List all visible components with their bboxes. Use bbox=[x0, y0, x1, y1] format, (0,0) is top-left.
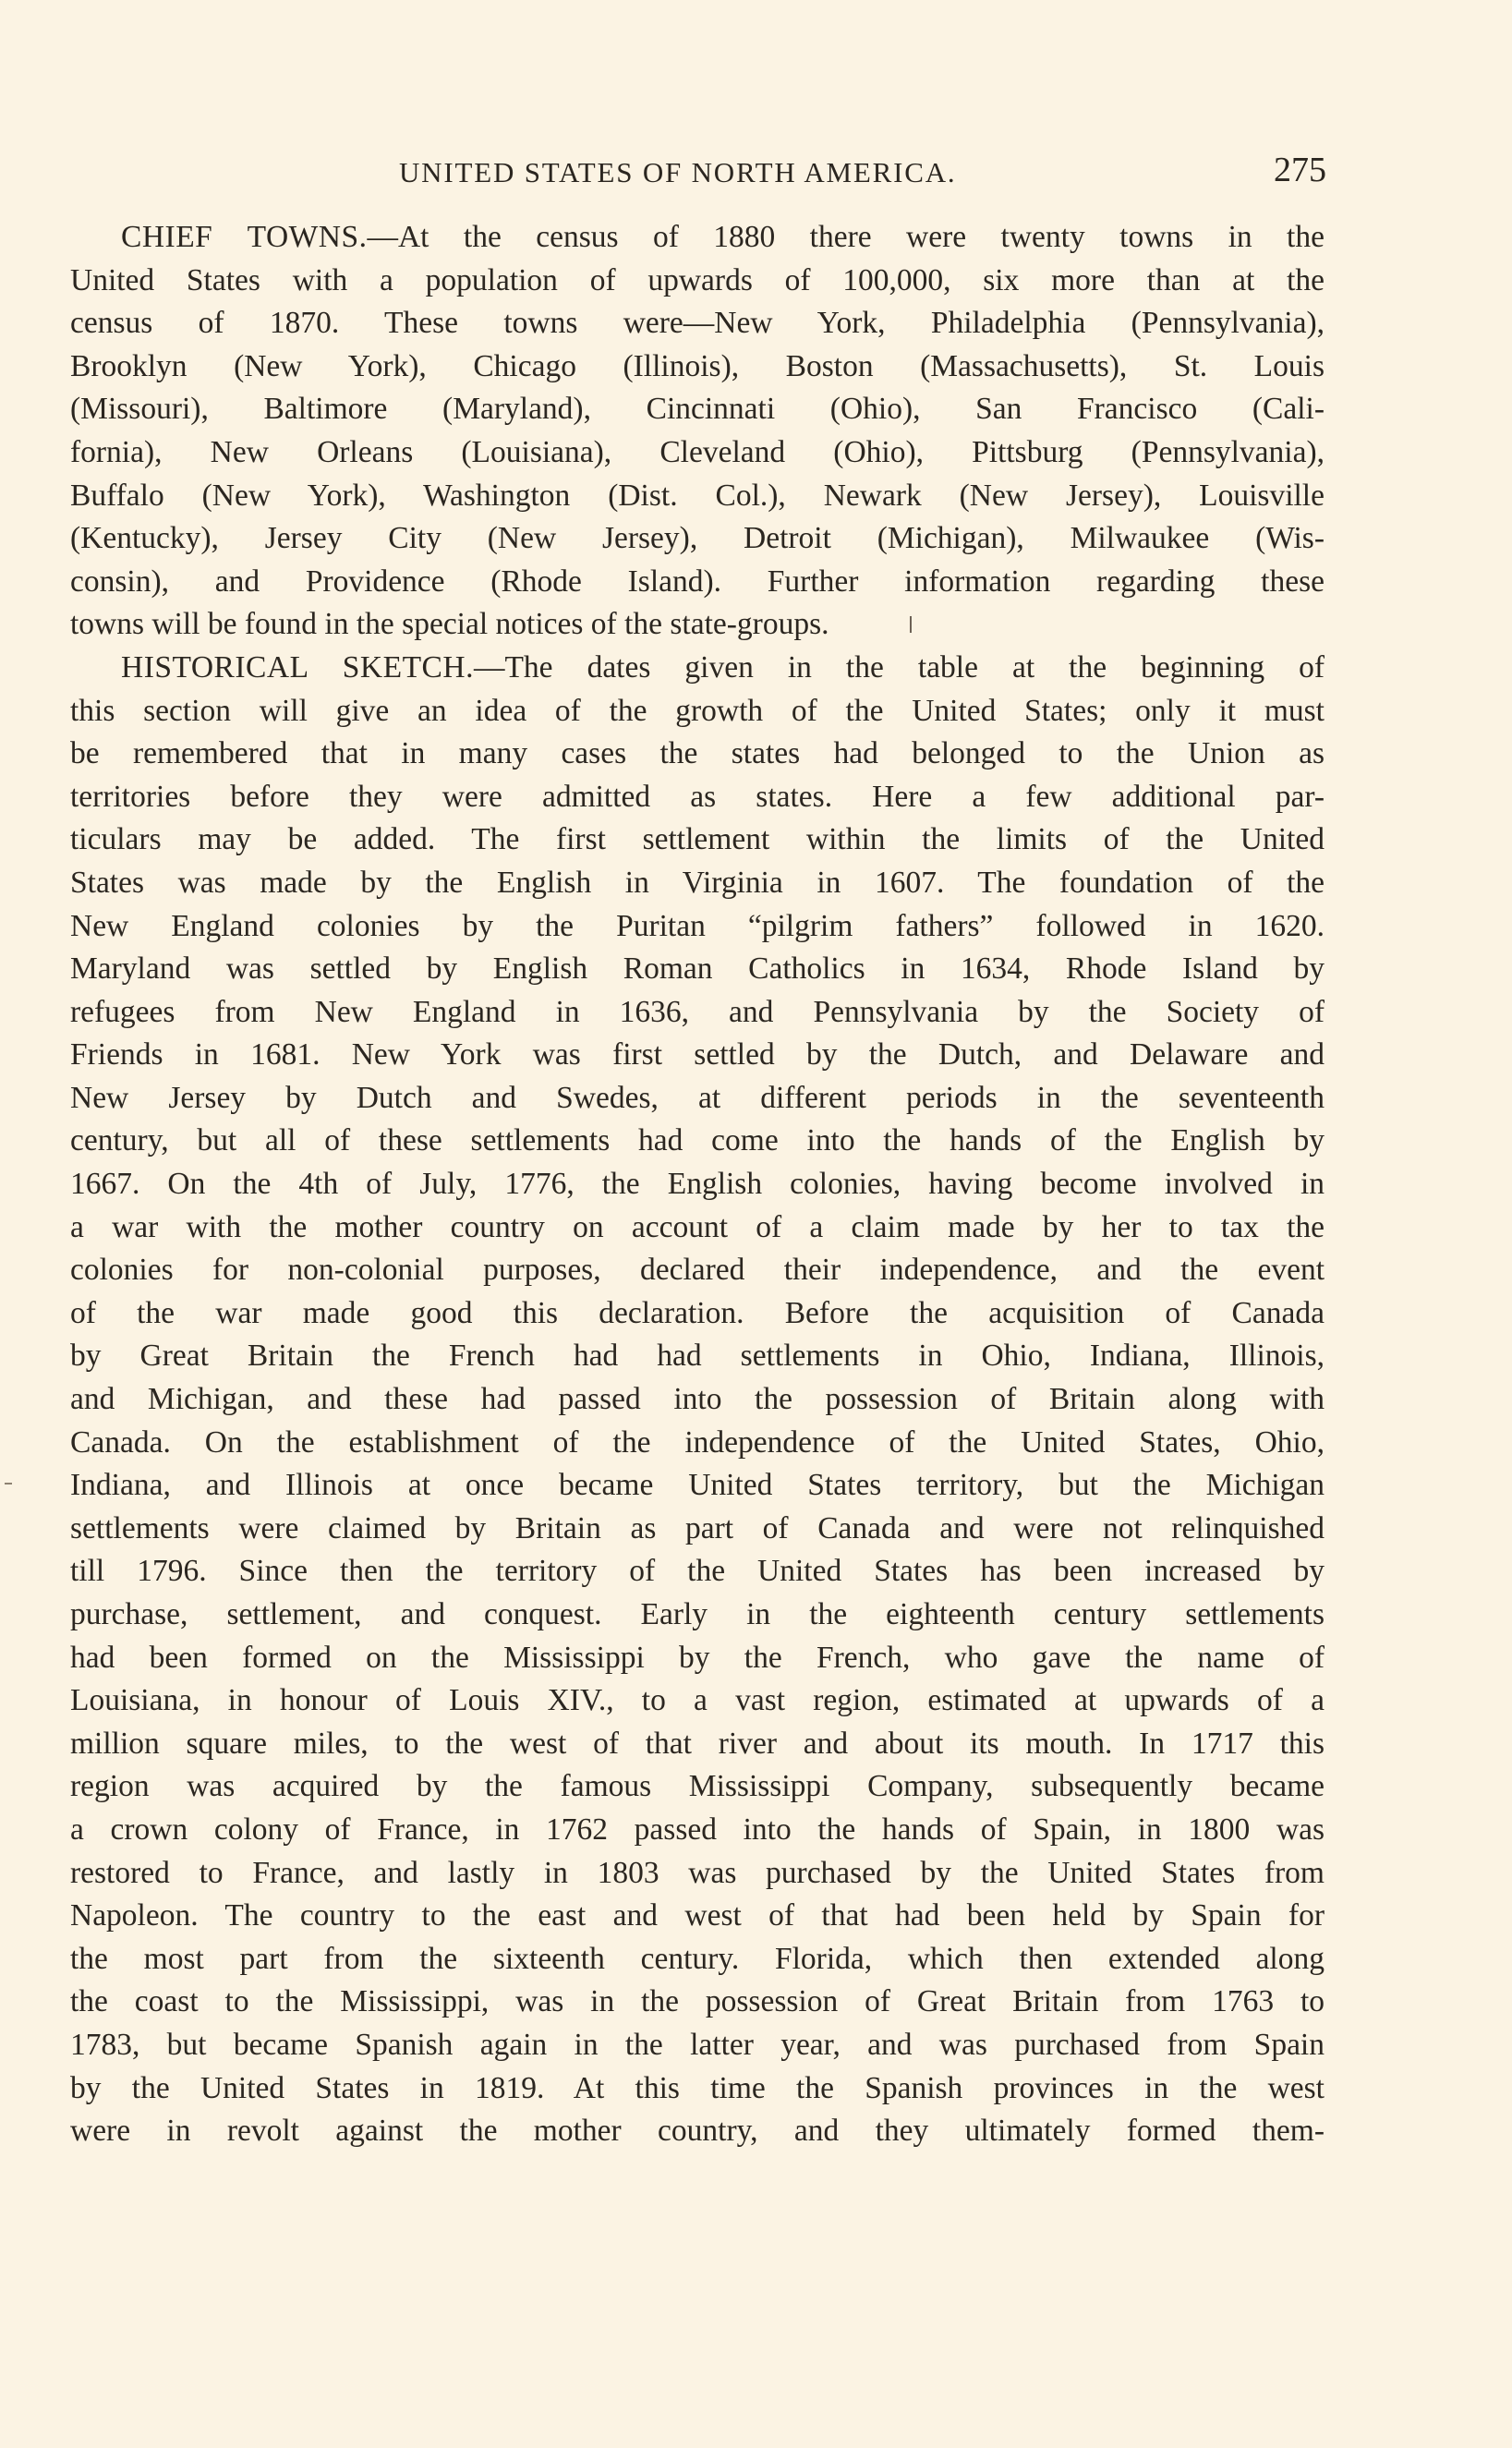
paragraph-line: had been formed on the Mississippi by the French, who gave the name of bbox=[70, 1640, 1325, 1675]
paragraph-line: a crown colony of France, in 1762 passed into the hands of Spain, in 1800 was bbox=[70, 1812, 1325, 1847]
page-number: 275 bbox=[1274, 151, 1326, 189]
paragraph-line: United States with a population of upwards of 100,000, six more than at the bbox=[70, 262, 1325, 297]
paragraph-line: towns will be found in the special notices of the state-groups. bbox=[70, 607, 829, 642]
paragraph-line: till 1796. Since then the territory of the United States has been increased by bbox=[70, 1554, 1325, 1589]
margin-mark bbox=[5, 1483, 12, 1485]
paragraph-line: Buffalo (New York), Washington (Dist. Col.), Newark (New Jersey), Louisville bbox=[70, 478, 1325, 513]
paragraph-line: territories before they were admitted as states. Here a few additional par- bbox=[70, 779, 1325, 814]
paragraph-line: Friends in 1681. New York was first settled by the Dutch, and Delaware and bbox=[70, 1037, 1325, 1073]
paragraph-line: Indiana, and Illinois at once became United States territory, but the Michigan bbox=[70, 1468, 1325, 1503]
paragraph-line: by Great Britain the French had had settlements in Ohio, Indiana, Illinois, bbox=[70, 1339, 1325, 1374]
paragraph-line: by the United States in 1819. At this time the Spanish provinces in the west bbox=[70, 2070, 1325, 2105]
paragraph-line: New Jersey by Dutch and Swedes, at different periods in the seventeenth bbox=[70, 1080, 1325, 1115]
paragraph-line-text: —At the census of 1880 there were twenty towns in the bbox=[367, 220, 1325, 254]
paragraph-line: the most part from the sixteenth century. Florida, which then extended along bbox=[70, 1941, 1325, 1976]
paragraph-line: restored to France, and lastly in 1803 was purchased by the United States from bbox=[70, 1855, 1325, 1890]
paragraph-line: million square miles, to the west of that river and about its mouth. In 1717 this bbox=[70, 1726, 1325, 1761]
paragraph-line: (Kentucky), Jersey City (New Jersey), Detroit (Michigan), Milwaukee (Wis- bbox=[70, 521, 1325, 556]
paragraph-line: Maryland was settled by English Roman Catholics in 1634, Rhode Island by bbox=[70, 951, 1325, 987]
paragraph-line bbox=[70, 216, 1325, 260]
paragraph-line: century, but all of these settlements had come into the hands of the English by bbox=[70, 1123, 1325, 1158]
paragraph-line: purchase, settlement, and conquest. Early in the eighteenth century settlements bbox=[70, 1597, 1325, 1631]
paragraph-line: a war with the mother country on account of a claim made by her to tax the bbox=[70, 1209, 1325, 1244]
paragraph-line: and Michigan, and these had passed into the possession of Britain along with bbox=[70, 1382, 1325, 1417]
paragraph-line: region was acquired by the famous Mississippi Company, subsequently became bbox=[70, 1769, 1325, 1804]
paragraph-line: the coast to the Mississippi, was in the possession of Great Britain from 1763 to bbox=[70, 1984, 1325, 2019]
paragraph-line: refugees from New England in 1636, and Pennsylvania by the Society of bbox=[70, 994, 1325, 1029]
running-title: UNITED STATES OF NORTH AMERICA. bbox=[399, 156, 957, 188]
paragraph-line: New England colonies by the Puritan “pilgrim fathers” followed in 1620. bbox=[70, 908, 1325, 943]
paragraph-line: colonies for non-colonial purposes, declared their independence, and the event bbox=[70, 1253, 1325, 1288]
paragraph-line bbox=[70, 647, 1325, 690]
paragraph-line: census of 1870. These towns were—New York, Philadelphia (Pennsylvania), bbox=[70, 306, 1325, 341]
paragraph-line: Napoleon. The country to the east and west of that had been held by Spain for bbox=[70, 1898, 1325, 1933]
paragraph-line: were in revolt against the mother country, and they ultimately formed them- bbox=[70, 2114, 1325, 2149]
section-heading-chief-towns: CHIEF TOWNS. bbox=[121, 220, 368, 254]
paragraph-line: this section will give an idea of the growth of the United States; only it must bbox=[70, 693, 1325, 728]
paragraph-line: be remembered that in many cases the states had belonged to the Union as bbox=[70, 736, 1325, 771]
paragraph-line: States was made by the English in Virginia in 1607. The foundation of the bbox=[70, 865, 1325, 900]
paragraph-line-text: —The dates given in the table at the beginning of bbox=[473, 649, 1325, 685]
paragraph-line: (Missouri), Baltimore (Maryland), Cincinnati (Ohio), San Francisco (Cali- bbox=[70, 392, 1325, 427]
paragraph-line: settlements were claimed by Britain as part of Canada and were not relinquished bbox=[70, 1510, 1325, 1545]
paragraph-line: 1783, but became Spanish again in the latter year, and was purchased from Spain bbox=[70, 2027, 1325, 2062]
body-text bbox=[70, 216, 1325, 2153]
paragraph-line: Canada. On the establishment of the independence of the United States, Ohio, bbox=[70, 1424, 1325, 1460]
paragraph-line: Louisiana, in honour of Louis XIV., to a vast region, estimated at upwards of a bbox=[70, 1683, 1325, 1718]
paragraph-line: Brooklyn (New York), Chicago (Illinois), Boston (Massachusetts), St. Louis bbox=[70, 348, 1325, 383]
running-head bbox=[70, 152, 1326, 193]
scan-artifact bbox=[910, 616, 912, 633]
paragraph-line: ticulars may be added. The first settlement within the limits of the United bbox=[70, 822, 1325, 857]
paragraph-line: 1667. On the 4th of July, 1776, the English colonies, having become involved in bbox=[70, 1167, 1325, 1202]
paragraph-line: consin), and Providence (Rhode Island). Further information regarding these bbox=[70, 564, 1325, 599]
paragraph-line: fornia), New Orleans (Louisiana), Cleveland (Ohio), Pittsburg (Pennsylvania), bbox=[70, 434, 1325, 469]
paragraph-line: of the war made good this declaration. Before the acquisition of Canada bbox=[70, 1295, 1325, 1330]
section-heading-historical-sketch: HISTORICAL SKETCH. bbox=[121, 649, 474, 685]
